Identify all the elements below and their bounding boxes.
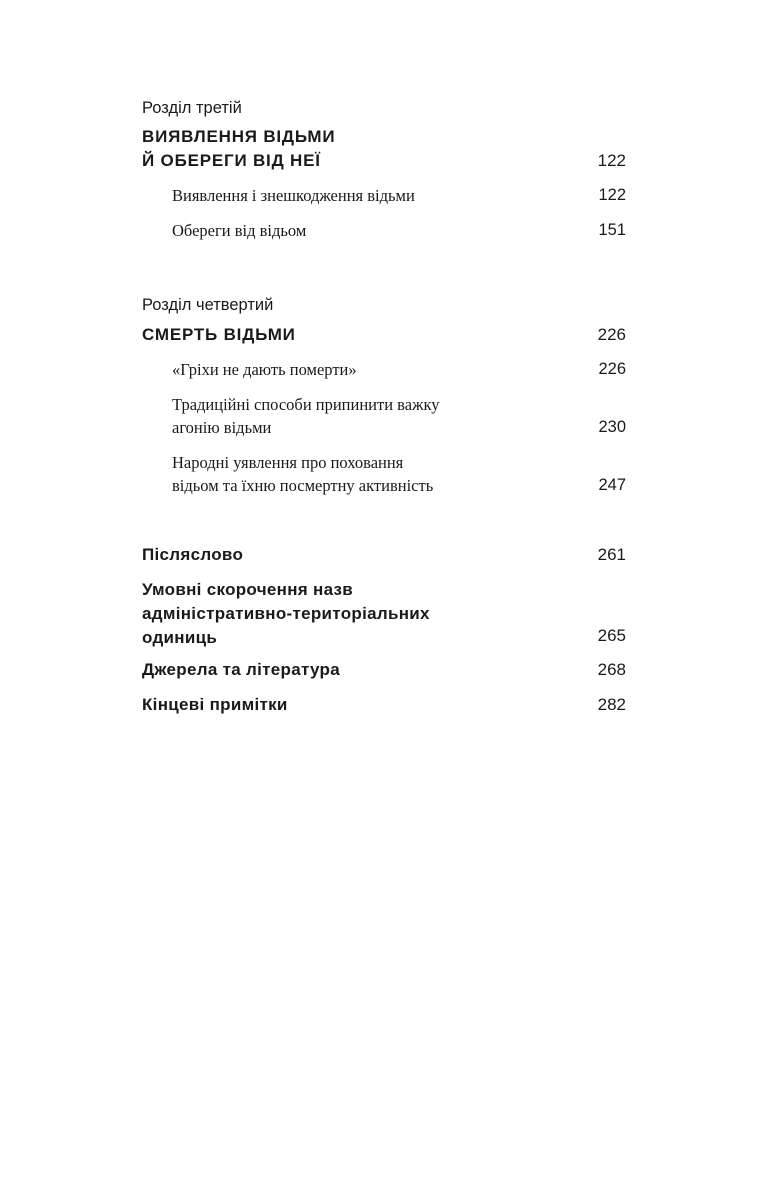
toc-entry-title-line: Традиційні способи припинити важку <box>172 395 440 414</box>
backmatter-title: Післяслово <box>142 545 244 564</box>
backmatter-title <box>142 578 430 650</box>
toc-entry-title-line: агонію відьми <box>172 418 272 437</box>
chapter-title-part3-line2: Й ОБЕРЕГИ ВІД НЕЇ <box>142 151 321 170</box>
backmatter-page: 261 <box>597 545 626 564</box>
backmatter-page: 265 <box>597 626 626 645</box>
chapter-title-part3-line1: ВИЯВЛЕННЯ ВІДЬМИ <box>142 127 336 146</box>
backmatter-page: 268 <box>597 660 626 679</box>
backmatter-title-line: адміністративно-територіальних <box>142 604 430 623</box>
section-label-part4: Розділ четвертий <box>142 296 274 314</box>
toc-entry-title: Обереги від відьом <box>172 221 307 240</box>
backmatter-title-line: Умовні скорочення назв <box>142 580 354 599</box>
toc-entry-title-line: Народні уявлення про поховання <box>172 453 404 472</box>
chapter-title-part4: СМЕРТЬ ВІДЬМИ <box>142 325 296 344</box>
backmatter-page: 282 <box>597 695 626 714</box>
backmatter-title-line: одиниць <box>142 628 218 647</box>
toc-entry-title <box>172 393 440 439</box>
section-label-part3: Розділ третій <box>142 99 242 117</box>
toc-entry-page: 230 <box>598 418 626 436</box>
toc-entry-title-line: відьом та їхню посмертну активність <box>172 476 434 495</box>
toc-entry-title <box>172 451 433 497</box>
toc-entry-title: Виявлення і знешкодження відьми <box>172 186 415 205</box>
backmatter-title: Кінцеві примітки <box>142 695 288 714</box>
toc-entry-page: 122 <box>598 186 626 204</box>
toc-entry-title: «Гріхи не дають померти» <box>172 360 357 379</box>
chapter-title-part3 <box>142 125 335 173</box>
toc-entry-page: 151 <box>598 221 626 239</box>
chapter-page-part4: 226 <box>597 325 626 344</box>
toc-entry-page: 226 <box>598 360 626 378</box>
backmatter-title: Джерела та література <box>142 660 340 679</box>
toc-entry-page: 247 <box>598 476 626 494</box>
chapter-page-part3: 122 <box>597 151 626 170</box>
